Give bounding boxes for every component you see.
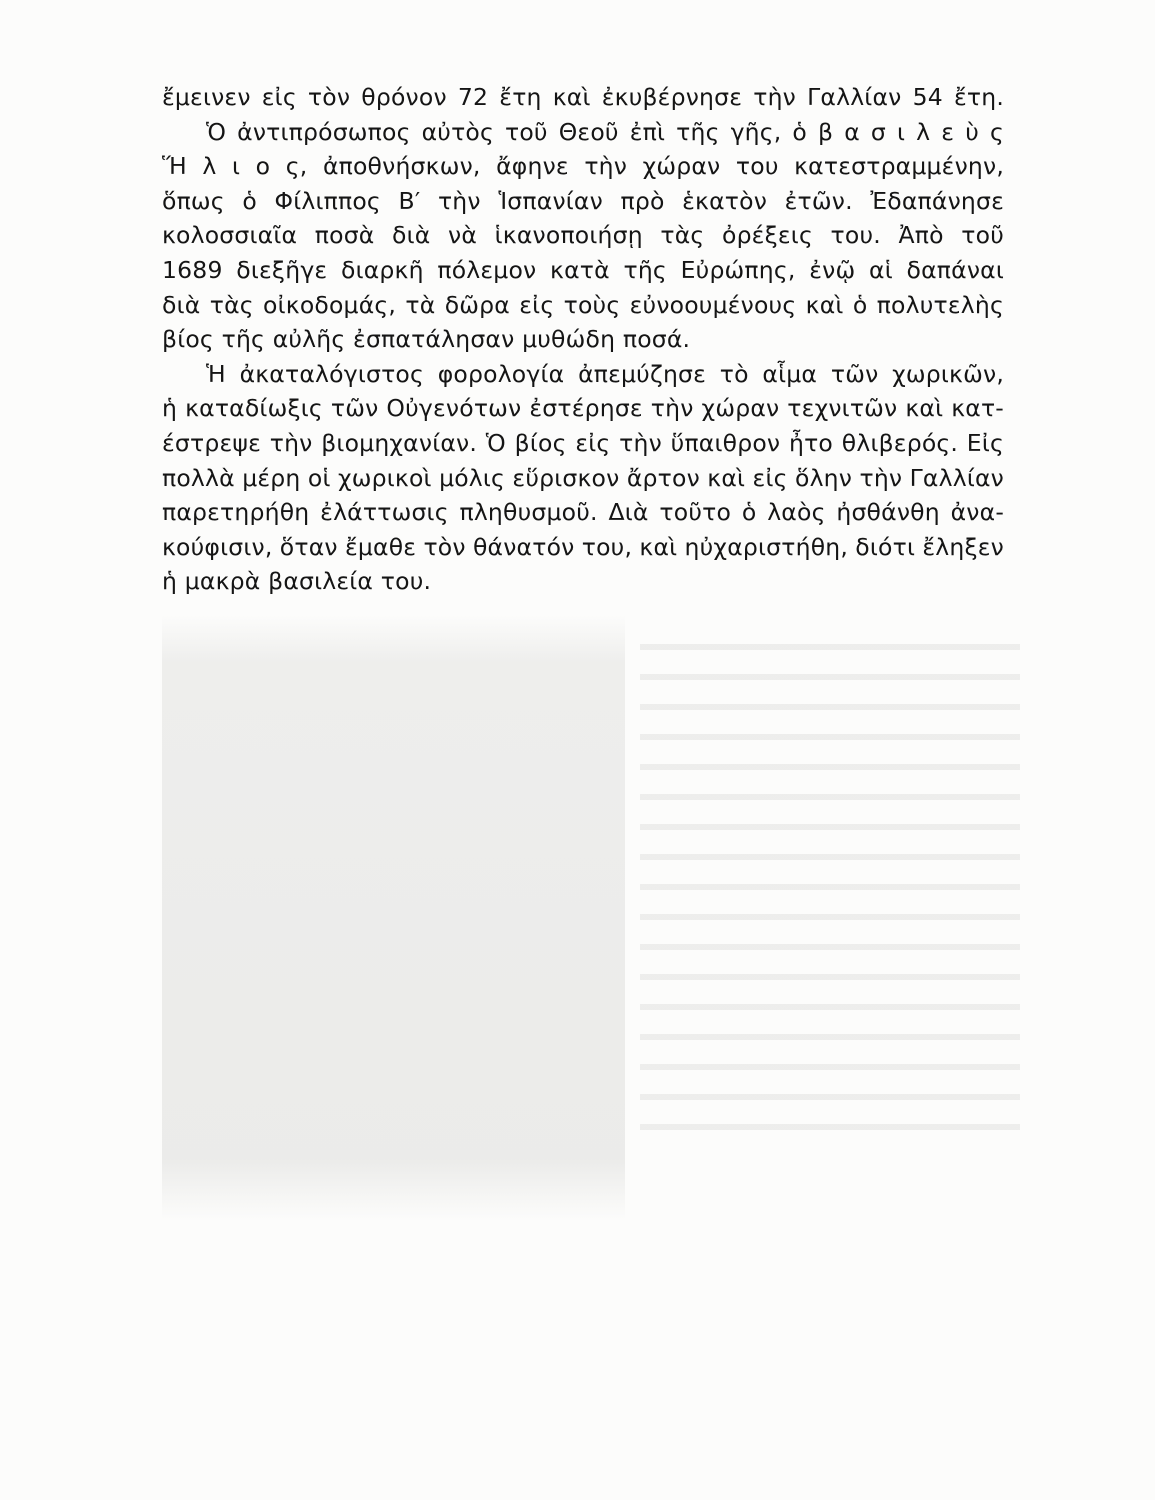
text-line-6: 1689 διεξῆγε διαρκῆ πόλεμον κατὰ τῆς Εὐρώπης, ἐνῷ αἱ δαπάναι xyxy=(162,255,1004,284)
text-line-14: κούφισιν, ὅταν ἔμαθε τὸν θάνατόν του, καὶ ηὐχαριστήθη, διότι ἔληξεν xyxy=(162,532,1004,561)
text-line-12: πολλὰ μέρη οἱ χωρικοὶ μόλις εὕρισκον ἄρτον καὶ εἰς ὅλην τὴν Γαλλίαν xyxy=(162,463,1004,492)
text-line-7: διὰ τὰς οἰκοδομάς, τὰ δῶρα εἰς τοὺς εὐνοουμένους καὶ ὁ πολυτελὴς xyxy=(162,290,1004,319)
bleed-through-image-shadow xyxy=(162,615,625,1220)
text-line-5: κολοσσιαῖα ποσὰ διὰ νὰ ἱκανοποιήσῃ τὰς ὀρέξεις του. Ἀπὸ τοῦ xyxy=(162,221,1004,250)
text-line-13: παρετηρήθη ἐλάττωσις πληθυσμοῦ. Διὰ τοῦτο ὁ λαὸς ἠσθάνθη ἀνα- xyxy=(162,498,1004,527)
text-line-10: ἡ καταδίωξις τῶν Οὐγενότων ἐστέρησε τὴν χώραν τεχνιτῶν καὶ κατ- xyxy=(162,394,1004,423)
text-line-4: ὅπως ὁ Φίλιππος Β′ τὴν Ἱσπανίαν πρὸ ἑκατὸν ἐτῶν. Ἐδαπάνησε xyxy=(162,186,1004,215)
body-text xyxy=(162,80,1004,599)
text-line-3: Ἥ λ ι ο ς, ἀποθνήσκων, ἄφηνε τὴν χώραν του κατεστραμμένην, xyxy=(162,152,1004,181)
text-line-15: ἡ μακρὰ βασιλεία του. xyxy=(162,567,432,596)
text-line-11: έστρεψε τὴν βιομηχανίαν. Ὁ βίος εἰς τὴν ὕπαιθρον ἦτο θλιβερός. Εἰς xyxy=(162,428,1004,457)
text-line-1: ἔμεινεν εἰς τὸν θρόνον 72 ἔτη καὶ ἐκυβέρνησε τὴν Γαλλίαν 54 ἔτη. xyxy=(162,83,1004,111)
bleed-through-text-shadow xyxy=(640,620,1020,1140)
text-line-9: Ἡ ἀκαταλόγιστος φορολογία ἀπεμύζησε τὸ αἷμα τῶν χωρικῶν, xyxy=(206,359,1004,388)
text-line-8: βίος τῆς αὐλῆς ἐσπατάλησαν μυθώδη ποσά. xyxy=(162,325,691,354)
text-line-2: Ὁ ἀντιπρόσωπος αὐτὸς τοῦ Θεοῦ ἐπὶ τῆς γῆς, ὁ β α σ ι λ ε ὺ ς xyxy=(206,117,1004,146)
